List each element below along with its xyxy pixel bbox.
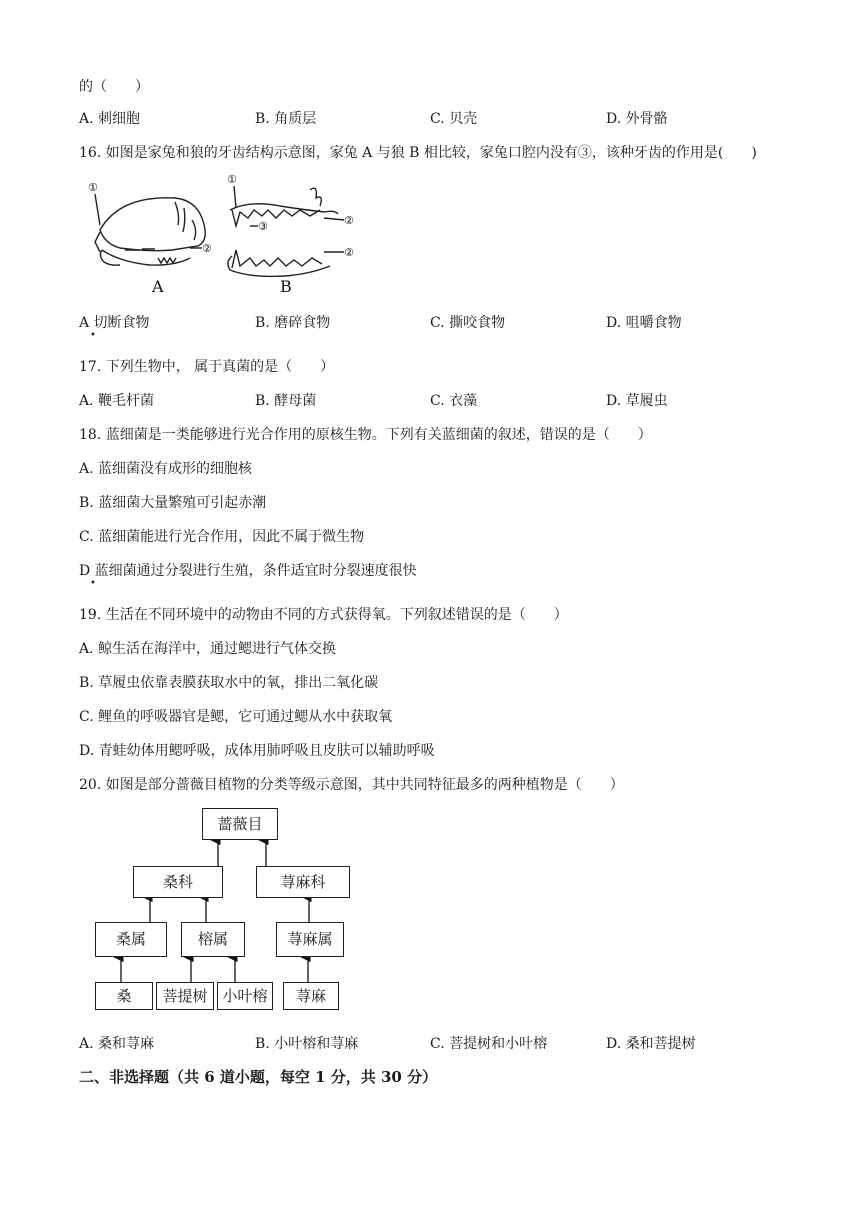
decimal-dot: • xyxy=(90,330,96,341)
node-species-mulberry: 桑 xyxy=(95,982,153,1010)
q17-option-d[interactable]: D. 草履虫 xyxy=(606,393,668,409)
node-genus-morus: 桑属 xyxy=(95,922,167,957)
node-family-moraceae: 桑科 xyxy=(133,866,223,898)
q18-option-d[interactable]: D 蓝细菌通过分裂进行生殖，条件适宜时分裂速度很快 xyxy=(79,563,417,579)
q16-stem: 16. 如图是家兔和狼的牙齿结构示意图，家兔 A 与狼 B 相比较，家兔口腔内没有③，该种牙齿的作用是( ) xyxy=(79,145,757,161)
label-3-b: ③ xyxy=(258,220,268,233)
q20-stem: 20. 如图是部分蔷薇目植物的分类等级示意图，其中共同特征最多的两种植物是（ ） xyxy=(79,777,624,793)
q16-option-b[interactable]: B. 磨碎食物 xyxy=(255,315,331,331)
caption-a: A xyxy=(152,277,164,296)
q17-option-b[interactable]: B. 酵母菌 xyxy=(255,393,317,409)
label-1-b: ① xyxy=(227,173,237,186)
q19-option-c[interactable]: C. 鲤鱼的呼吸器官是鳃，它可通过鳃从水中获取氧 xyxy=(79,709,393,725)
decimal-dot: • xyxy=(90,578,96,589)
node-species-nettle: 荨麻 xyxy=(283,982,339,1010)
q16-option-c[interactable]: C. 撕咬食物 xyxy=(430,315,506,331)
label-2-b-top: ② xyxy=(344,214,354,227)
label-1-a: ① xyxy=(88,181,98,194)
q19-option-b[interactable]: B. 草履虫依靠表膜获取水中的氧，排出二氧化碳 xyxy=(79,675,379,691)
label-2-a: ② xyxy=(202,242,212,255)
q15-stem-tail: 的（ ） xyxy=(79,79,149,95)
q18-option-b[interactable]: B. 蓝细菌大量繁殖可引起赤潮 xyxy=(79,495,267,511)
node-species-bodhi: 菩提树 xyxy=(156,982,214,1010)
q15-option-c[interactable]: C. 贝壳 xyxy=(430,111,478,127)
q17-option-a[interactable]: A. 鞭毛杆菌 xyxy=(79,393,155,409)
q20-option-d[interactable]: D. 桑和菩提树 xyxy=(606,1036,696,1052)
q20-option-a[interactable]: A. 桑和荨麻 xyxy=(79,1036,155,1052)
section-heading-non-choice: 二、非选择题（共 6 道小题，每空 1 分，共 30 分） xyxy=(79,1068,438,1086)
caption-b: B xyxy=(280,277,292,296)
q17-stem: 17. 下列生物中， 属于真菌的是（ ） xyxy=(79,359,335,375)
q19-stem: 19. 生活在不同环境中的动物由不同的方式获得氧。下列叙述错误的是（ ） xyxy=(79,607,568,623)
q20-option-c[interactable]: C. 菩提树和小叶榕 xyxy=(430,1036,548,1052)
node-genus-ficus: 榕属 xyxy=(181,922,245,957)
q17-option-c[interactable]: C. 衣藻 xyxy=(430,393,478,409)
q18-stem: 18. 蓝细菌是一类能够进行光合作用的原核生物。下列有关蓝细菌的叙述，错误的是（ ） xyxy=(79,427,652,443)
q19-option-d[interactable]: D. 青蛙幼体用鳃呼吸，成体用肺呼吸且皮肤可以辅助呼吸 xyxy=(79,743,435,759)
q16-option-d[interactable]: D. 咀嚼食物 xyxy=(606,315,682,331)
q15-option-a[interactable]: A. 刺细胞 xyxy=(79,111,141,127)
node-species-small-leaf-banyan: 小叶榕 xyxy=(217,982,273,1010)
q15-option-d[interactable]: D. 外骨骼 xyxy=(606,111,668,127)
q18-option-a[interactable]: A. 蓝细菌没有成形的细胞核 xyxy=(79,461,253,477)
label-2-b-bottom: ② xyxy=(344,246,354,259)
q20-option-b[interactable]: B. 小叶榕和荨麻 xyxy=(255,1036,359,1052)
q16-option-a[interactable]: A 切断食物 xyxy=(79,315,150,331)
q18-option-c[interactable]: C. 蓝细菌能进行光合作用，因此不属于微生物 xyxy=(79,529,365,545)
node-genus-urtica: 荨麻属 xyxy=(276,922,344,957)
node-order: 蔷薇目 xyxy=(202,808,278,840)
q15-option-b[interactable]: B. 角质层 xyxy=(255,111,317,127)
node-family-urticaceae: 荨麻科 xyxy=(256,866,350,898)
q19-option-a[interactable]: A. 鲸生活在海洋中，通过鳃进行气体交换 xyxy=(79,641,337,657)
